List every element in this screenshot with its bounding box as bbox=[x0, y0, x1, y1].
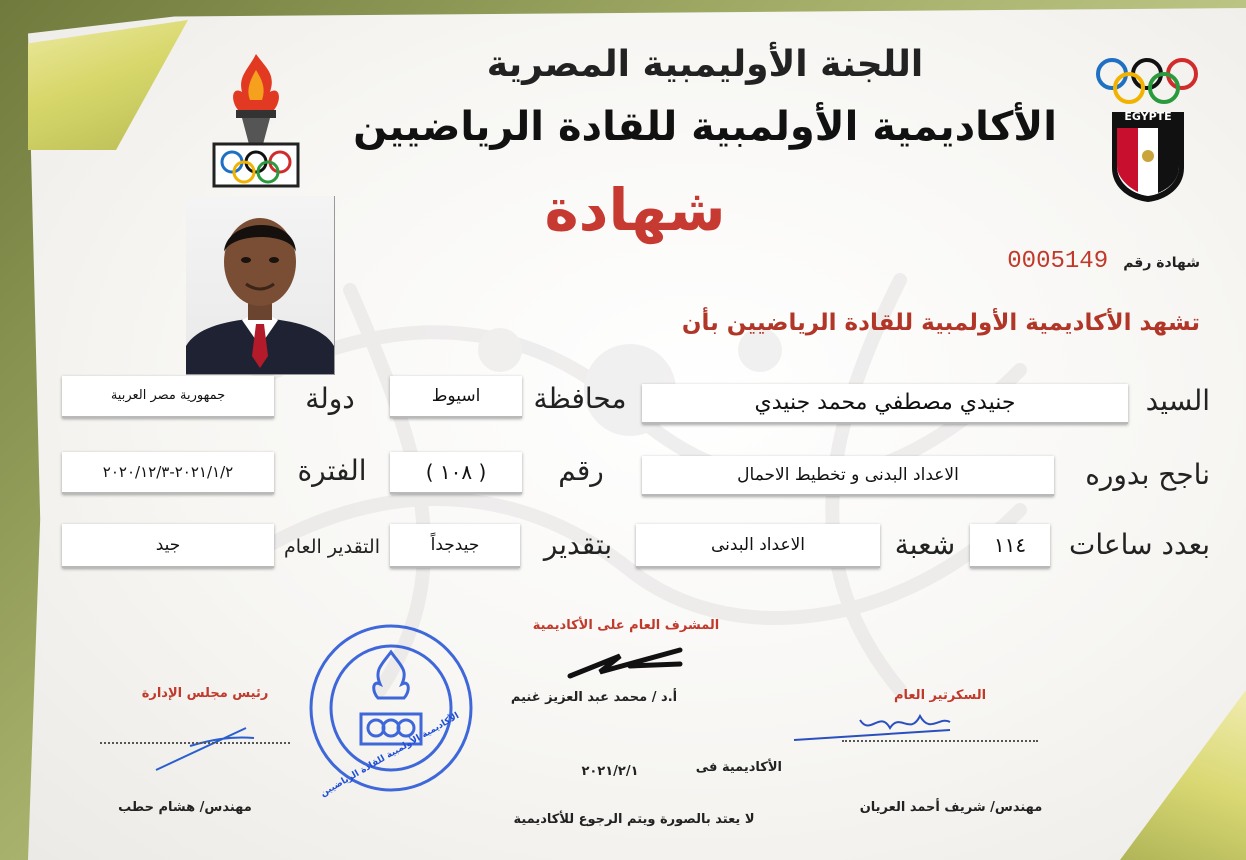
disclaimer-text: لا يعتد بالصورة ويتم الرجوع للأكاديمية bbox=[513, 812, 755, 827]
grade-field: جيدجداً bbox=[390, 524, 520, 568]
course-number-label: رقم bbox=[558, 454, 604, 487]
country-field: جمهورية مصر العربية bbox=[62, 376, 274, 418]
certificate-number-label: شهادة رقم bbox=[1123, 255, 1200, 271]
branch-label: شعبة bbox=[894, 528, 956, 561]
grade-label: بتقدير bbox=[543, 528, 613, 561]
hours-field: ١١٤ bbox=[970, 524, 1050, 568]
secretary-name: مهندس/ شريف أحمد العريان bbox=[859, 800, 1043, 815]
country-label: دولة bbox=[305, 382, 355, 415]
chairman-name: مهندس/ هشام حطب bbox=[118, 800, 252, 815]
course-field: الاعداد البدنى و تخطيط الاحمال bbox=[642, 456, 1054, 496]
period-label: الفترة bbox=[297, 454, 367, 487]
academy-seal-stamp-icon bbox=[306, 622, 476, 794]
chairman-title: رئيس مجلس الإدارة bbox=[141, 686, 269, 701]
overall-grade-label: التقدير العام bbox=[284, 536, 380, 558]
issue-date-label: الأكاديمية فى bbox=[695, 760, 782, 775]
secretary-signature-line bbox=[842, 740, 1038, 742]
supervisor-signature-icon bbox=[560, 636, 700, 686]
governorate-label: محافظة bbox=[533, 382, 627, 415]
name-field: جنيدي مصطفي محمد جنيدي bbox=[642, 384, 1128, 424]
issue-date-value: ٢٠٢١/٢/١ bbox=[581, 764, 639, 779]
olympic-rings-icon bbox=[1094, 56, 1200, 108]
portrait-photo bbox=[186, 196, 335, 375]
branch-field: الاعداد البدنى bbox=[636, 524, 880, 568]
course-label: ناجح بدوره bbox=[1085, 458, 1210, 491]
supervisor-name: أ.د / محمد عبد العزيز غنيم bbox=[510, 690, 678, 705]
person-portrait-icon bbox=[186, 196, 334, 374]
certificate-number-value: 0005149 bbox=[1007, 248, 1109, 275]
olympic-torch-logo-icon bbox=[210, 48, 302, 196]
secretary-title: السكرتير العام bbox=[893, 688, 987, 703]
certificate-intro: تشهد الأكاديمية الأولمبية للقادة الرياضيين بأن bbox=[681, 310, 1200, 336]
name-label: السيد bbox=[1145, 384, 1210, 417]
period-field: ٢٠٢١/١/٢-٢٠٢٠/١٢/٣ bbox=[62, 452, 274, 494]
hours-label: بعدد ساعات bbox=[1069, 528, 1210, 561]
chairman-signature-icon bbox=[150, 706, 260, 776]
course-number-field: ( ١٠٨ ) bbox=[390, 452, 522, 494]
seal-text: الأكاديمية الأولمبية للقادة الرياضيين bbox=[318, 711, 462, 799]
certificate-title: شهادة bbox=[544, 176, 726, 244]
certificate-number bbox=[990, 248, 1200, 275]
egypt-badge-text: EGYPTE bbox=[1124, 110, 1172, 123]
chairman-signature-line bbox=[100, 742, 290, 744]
supervisor-title: المشرف العام على الأكاديمية bbox=[532, 618, 720, 633]
academy-title: الأكاديمية الأولمبية للقادة الرياضيين bbox=[353, 104, 1057, 150]
overall-grade-field: جيد bbox=[62, 524, 274, 568]
committee-title: اللجنة الأوليمبية المصرية bbox=[486, 44, 924, 85]
governorate-field: اسيوط bbox=[390, 376, 522, 418]
